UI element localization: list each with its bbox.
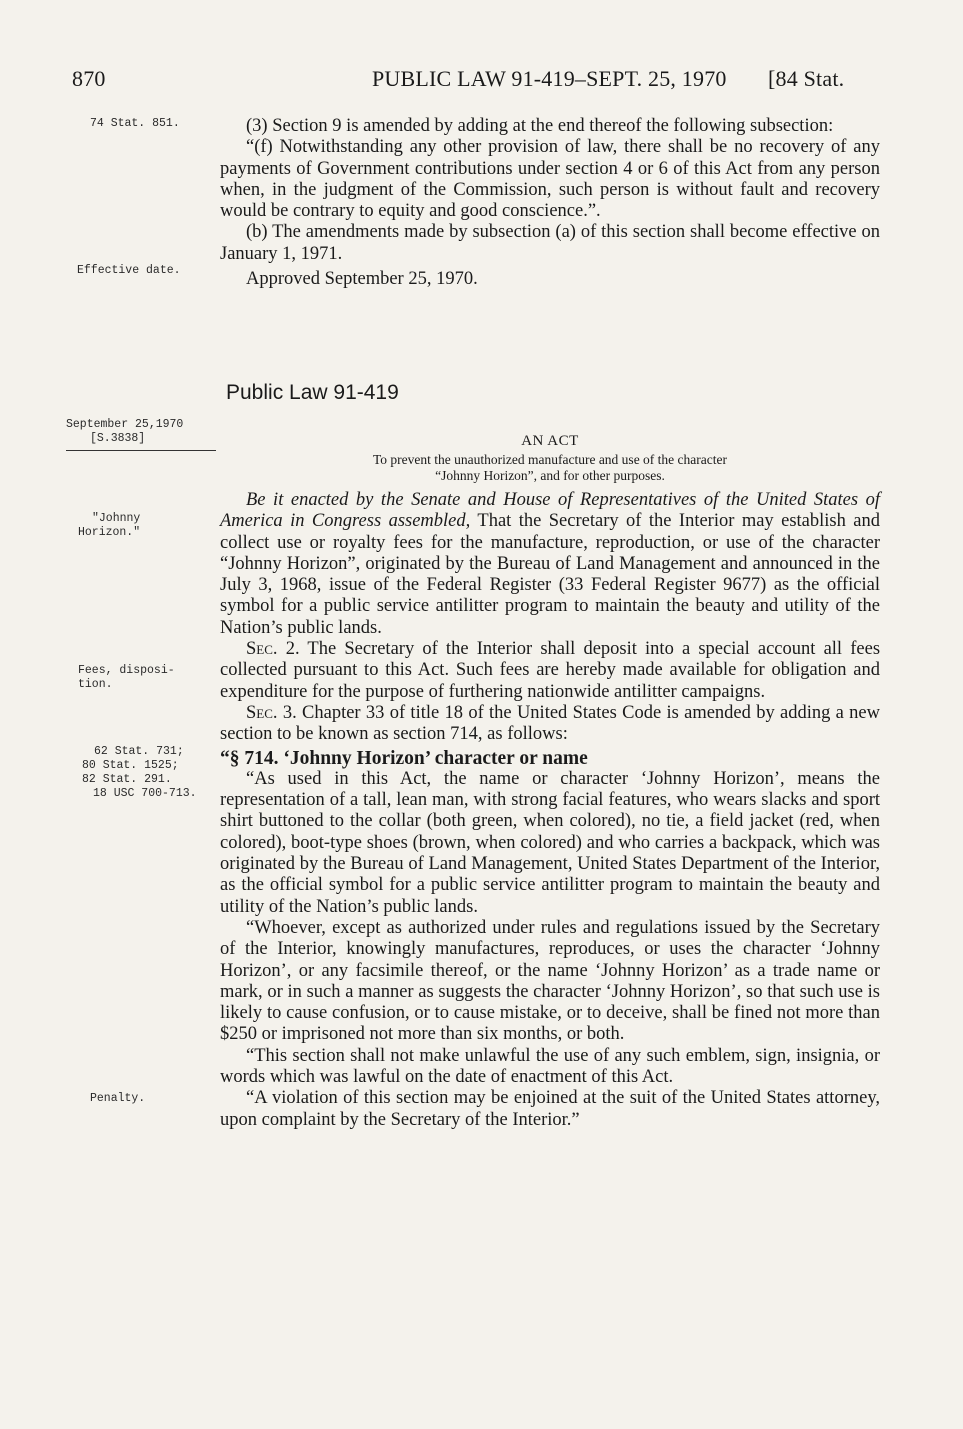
an-act-label: AN ACT: [521, 433, 579, 449]
paragraph: “Whoever, except as authorized under rules and regulations issued by the Secretary of the Interior, knowingly manufactures, reproduces, or uses the character ‘Johnny Horizon’, or any facsimile thereof, or the name ‘Johnny Horizon’ as a trade name or mark, or in such a manner as suggests the character ‘Johnny Horizon’, so that such use is likely to cause confusion, or to cause mistake, or to deceive, shall be fined not more than $250 or imprisoned not more than six months, or both.: [220, 917, 880, 1045]
law-title: Public Law 91-419: [226, 381, 399, 404]
page-number: 870: [72, 66, 106, 91]
margin-note-horizon: Horizon.": [78, 526, 141, 539]
stat-volume: [84 Stat.: [768, 66, 845, 91]
margin-note-johnny: "Johnny: [92, 512, 141, 525]
margin-note-penalty: Penalty.: [90, 1092, 146, 1105]
margin-note-stat-ref: 74 Stat. 851.: [90, 117, 180, 130]
running-title: PUBLIC LAW 91-419–SEPT. 25, 1970: [372, 66, 727, 91]
margin-note-effective-date: Effective date.: [77, 264, 181, 277]
enacting-clause: Be it enacted by the Senate and House of Representatives of the United States of America in Congress assembled,: [220, 490, 880, 532]
margin-rule: [66, 450, 216, 451]
margin-note-stat-refs-2: 80 Stat. 1525;: [82, 759, 179, 772]
approval-line: Approved September 25, 1970.: [246, 269, 478, 290]
paragraph: “(f) Notwithstanding any other provision of law, there shall be no recovery of any payments of Government contributions under section 4 or 6 of this Act from any person when, in the judgment of the Commission, such person is without fault and recovery would be contrary to equity and good conscience.”.: [220, 137, 880, 222]
paragraph: “This section shall not make unlawful the use of any such emblem, sign, insignia, or words which was lawful on the date of enactment of this Act.: [220, 1045, 880, 1088]
section-3-text: Chapter 33 of title 18 of the United States Code is amended by adding a new section to be known as section 714, as follows:: [220, 702, 881, 745]
section-714-heading: “§ 714. ‘Johnny Horizon’ character or name: [220, 747, 588, 769]
margin-note-bill: [S.3838]: [90, 432, 146, 445]
law-body: [220, 490, 880, 1131]
margin-note-stat-refs-1: 62 Stat. 731;: [94, 745, 184, 758]
section-1: [220, 490, 880, 639]
section-2-text: The Secretary of the Interior shall deposit into a special account all fees collected pursuant to this Act. Such fees are hereby made available for obligation and expenditure for the purpose of furthering nationwide antilitter campaigns.: [220, 639, 881, 702]
paragraph: (3) Section 9 is amended by adding at the end thereof the following subsection:: [246, 116, 834, 136]
paragraph: “As used in this Act, the name or character ‘Johnny Horizon’, means the representation of a tall, lean man, with strong facial features, who wears slacks and sport shirt buttoned to the collar (both green, when colored), no tie, a field jacket (red, when colored), boot-type shoes (brown, when colored) and who carries a backpack, which was originated by the Bureau of Land Management, United States Department of the Interior, as the official symbol for a public service antilitter program to maintain the beauty and utility of the Nation’s public lands.: [220, 768, 880, 917]
margin-note-fees: Fees, disposi-: [78, 664, 175, 677]
purpose-line: “Johnny Horizon”, and for other purposes.: [435, 468, 665, 483]
section-3-label: Sec. 3.: [246, 702, 297, 723]
margin-note-stat-refs-3: 82 Stat. 291.: [82, 773, 172, 786]
purpose-line: To prevent the unauthorized manufacture and use of the character: [372, 452, 727, 467]
section-2: [220, 639, 880, 703]
act-purpose: [220, 452, 880, 484]
margin-note-stat-refs-4: 18 USC 700-713.: [93, 787, 197, 800]
paragraph: “A violation of this section may be enjoined at the suit of the United States attorney, upon complaint by the Secretary of the Interior.”: [220, 1088, 880, 1130]
section-3: [220, 703, 880, 746]
margin-note-date: September 25,1970: [66, 418, 184, 431]
margin-note-fees-2: tion.: [78, 678, 113, 691]
paragraph: (b) The amendments made by subsection (a) of this section shall become effective on January 1, 1971.: [220, 222, 880, 264]
section-1-text: That the Secretary of the Interior may establish and collect use or royalty fees for the manufacture, reproduction, or use of the character “Johnny Horizon”, originated by the Bureau of Land Management and announced in the July 3, 1968, issue of the Federal Register (33 Federal Register 9677) as the official symbol for a public service antilitter program to maintain the beauty and utility of the Nation’s public lands.: [220, 511, 880, 638]
previous-law-text: [220, 116, 880, 290]
section-2-label: Sec. 2.: [246, 639, 300, 660]
